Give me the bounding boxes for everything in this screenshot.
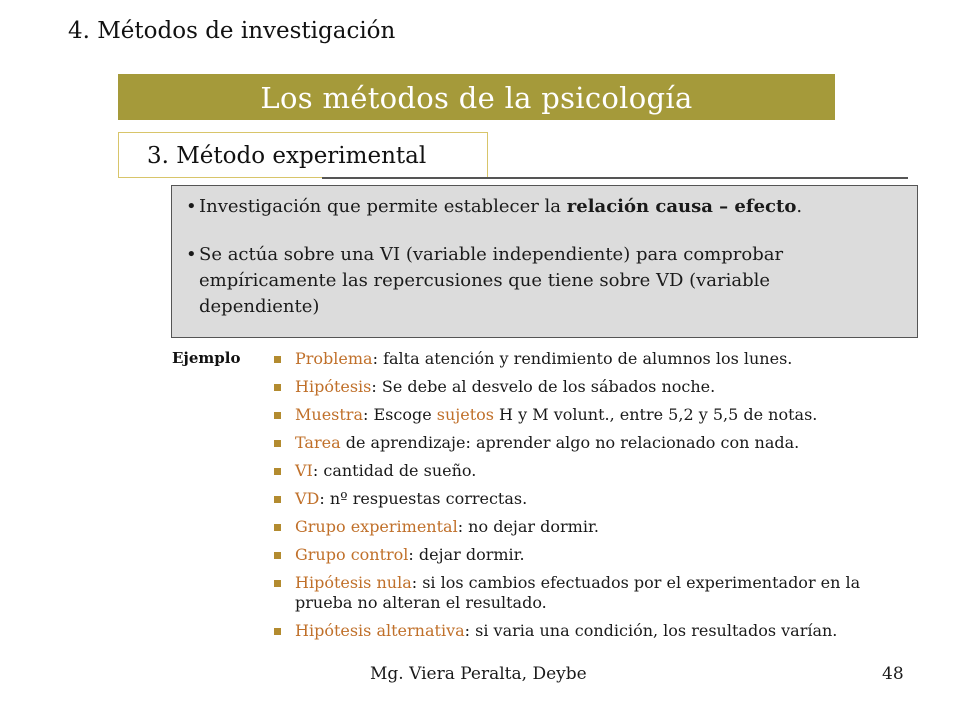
definition-box [171,185,918,338]
example-item [272,545,912,565]
definition-point-1 [186,194,886,220]
square-bullet-icon [274,524,281,531]
example-term: VI [295,461,313,480]
example-term: Grupo control [295,545,409,564]
subtopic-tab [118,132,488,178]
bullet-dot: • [186,196,197,217]
example-term: Problema [295,349,373,368]
subtopic-label: 3. Método experimental [147,143,427,169]
example-text: : no dejar dormir. [457,517,599,536]
example-term: Tarea [295,433,341,452]
definition-emphasis: relación causa – efecto [566,196,797,217]
example-text: : nº respuestas correctas. [319,489,528,508]
square-bullet-icon [274,356,281,363]
page-number: 48 [882,664,904,684]
square-bullet-icon [274,496,281,503]
bullet-dot: • [186,244,197,265]
example-term: Hipótesis alternativa [295,621,465,640]
example-item [272,621,912,641]
example-term: VD [295,489,320,508]
example-text: : si los cambios efectuados por el experimentador en la prueba no alteran el resultado. [295,573,861,612]
example-term: sujetos [436,405,494,424]
square-bullet-icon [274,440,281,447]
slide-title-banner: Los métodos de la psicología [118,74,835,120]
example-item [272,377,912,397]
section-title: 4. Métodos de investigación [68,18,396,44]
example-text: : si varia una condición, los resultados varían. [464,621,838,640]
definition-point-2 [186,242,886,320]
example-label: Ejemplo [172,349,241,367]
square-bullet-icon [274,552,281,559]
square-bullet-icon [274,468,281,475]
square-bullet-icon [274,628,281,635]
example-term: Hipótesis nula [295,573,412,592]
example-text: H y M volunt., entre 5,2 y 5,5 de notas. [493,405,818,424]
definition-text: Investigación que permite establecer la [199,196,567,217]
square-bullet-icon [274,384,281,391]
footer-author: Mg. Viera Peralta, Deybe [370,664,587,684]
example-item [272,433,912,453]
example-list [272,349,912,649]
example-item [272,517,912,537]
definition-end: . [796,196,803,217]
example-text: : cantidad de sueño. [312,461,477,480]
example-item [272,349,912,369]
square-bullet-icon [274,580,281,587]
definition-text: Se actúa sobre una VI (variable independiente) para comprobar empíricamente las repercusiones que tiene sobre VD (variable dependiente) [199,244,784,317]
example-term: Hipótesis [295,377,372,396]
example-item [272,461,912,481]
example-term: Muestra [295,405,363,424]
example-item [272,489,912,509]
divider-line [322,177,908,179]
example-text: : falta atención y rendimiento de alumnos los lunes. [372,349,793,368]
example-text: : Se debe al desvelo de los sábados noche. [371,377,716,396]
square-bullet-icon [274,412,281,419]
example-text: de aprendizaje: aprender algo no relacionado con nada. [340,433,800,452]
example-item [272,405,912,425]
example-text: : Escoge [362,405,437,424]
example-item [272,573,912,613]
example-text: : dejar dormir. [408,545,525,564]
example-term: Grupo experimental [295,517,458,536]
